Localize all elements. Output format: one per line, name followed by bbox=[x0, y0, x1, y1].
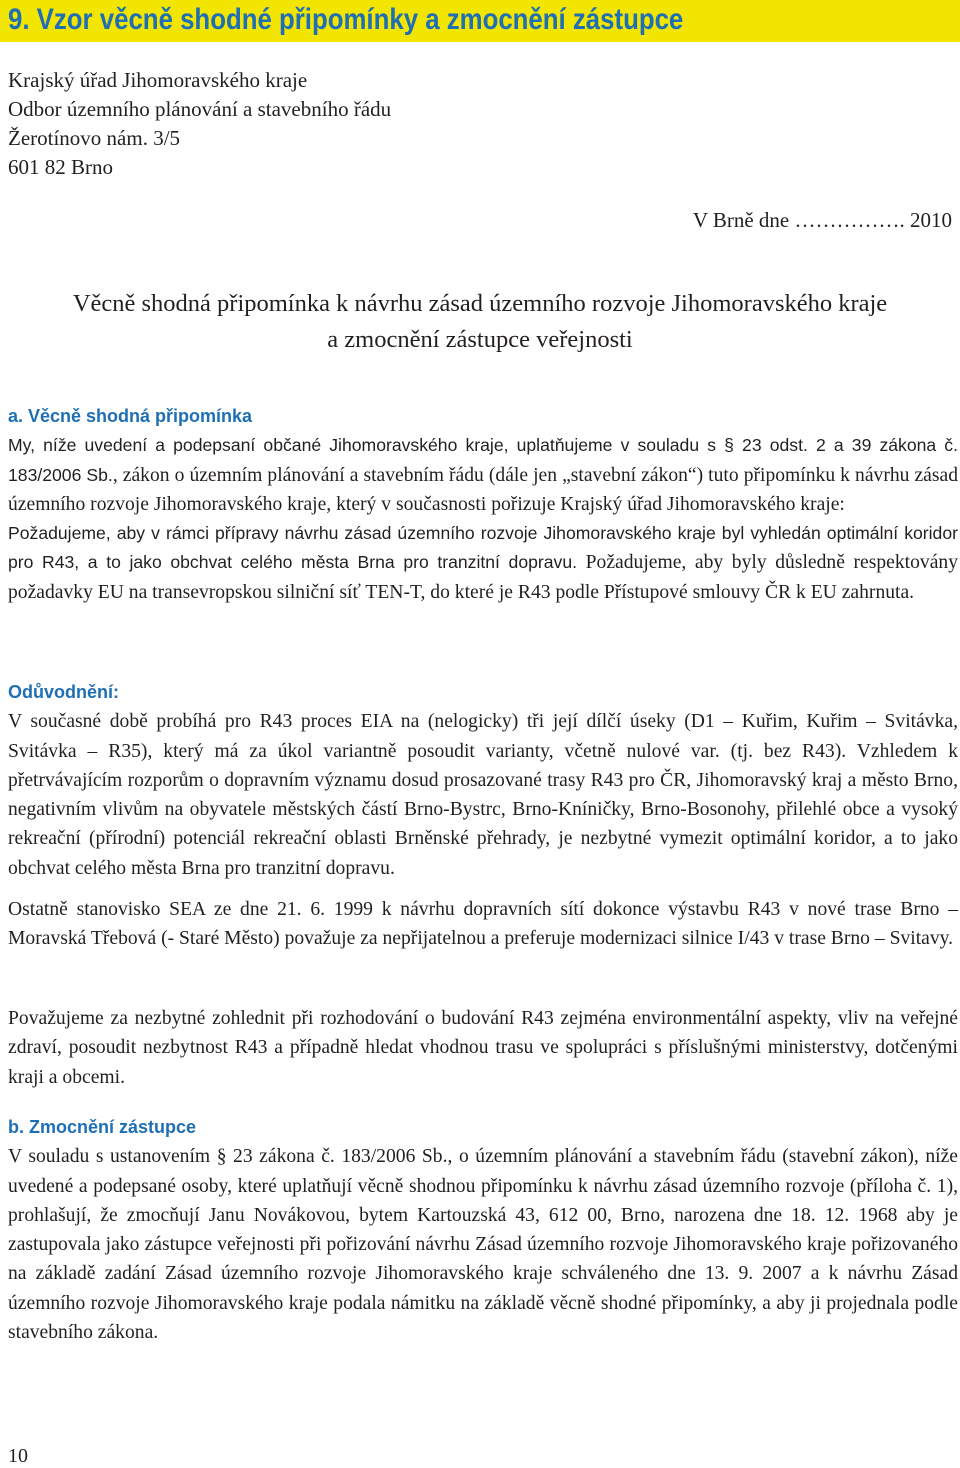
environment-section bbox=[8, 1004, 958, 1092]
chapter-heading-bar bbox=[0, 0, 960, 42]
justification-section bbox=[8, 678, 958, 883]
recipient-address bbox=[8, 66, 391, 182]
section-b-heading: b. Zmocnění zástupce bbox=[8, 1117, 197, 1137]
environment-paragraph: Považujeme za nezbytné zohlednit při rozhodování o budování R43 zejména environmentální aspekty, vliv na veřejné zdraví, posoudit nezbytnost R43 a případně hledat vhodnou trasu ve spolupráci s příslušnými ministerstvy, dotčenými kraji a obcemi. bbox=[8, 1008, 958, 1088]
sea-section bbox=[8, 895, 958, 954]
title-line-2: a zmocnění zástupce veřejnosti bbox=[327, 326, 633, 353]
section-a-heading: a. Věcně shodná připomínka bbox=[8, 406, 253, 426]
justification-heading: Odůvodnění: bbox=[8, 682, 119, 702]
section-a-lead: My, níže uvedení a podepsaní občané Jihomoravského kraje, uplatňujeme v souladu s § 23 odst. 2 a 39 zákona č. 183/2006 Sb. bbox=[8, 435, 958, 485]
section-a-text: , zákon o územním plánování a stavebním řádu (dále jen „stavební zákon“) tuto připomínku k návrhu zásad územního rozvoje Jihomoravského kraje, který v současnosti pořizuje Krajský úřad Jihomoravského kraje: bbox=[8, 464, 958, 515]
demand-lead: Požadujeme, aby v rámci přípravy návrhu zásad územního rozvoje Jihomoravského kraje byl vyhledán optimální koridor pro R43, a to jako obchvat celého města Brna pro tranzitní dopravu. bbox=[8, 523, 958, 573]
section-b-text: V souladu s ustanovením § 23 zákona č. 183/2006 Sb., o územním plánování a stavebním řádu (stavební zákon), níže uvedené a podepsané osoby, které uplatňují věcně shodnou připomínku k návrhu zásad územního rozvoje (příloha č. 1), prohlašují, že zmocňují Janu Novákovou, bytem Kartouzská 43, 612 00, Brno, narozena dne 18. 12. 1968 aby je zastupovala jako zástupce veřejnosti při pořizování návrhu Zásad územního rozvoje Jihomoravského kraje pořizovaného na základě zadání Zásad územního rozvoje Jihomoravského kraje schváleného dne 13. 9. 2007 a k návrhu Zásad územního rozvoje Jihomoravského kraje podala námitku na základě věcně shodné připomínky, a aby ji projednala podle stavebního zákona. bbox=[8, 1146, 958, 1344]
address-line: Odbor územního plánování a stavebního řádu bbox=[8, 97, 392, 121]
title-line-1: Věcně shodná připomínka k návrhu zásad územního rozvoje Jihomoravského kraje bbox=[72, 290, 888, 317]
address-line: Krajský úřad Jihomoravského kraje bbox=[8, 68, 308, 92]
document-title bbox=[0, 286, 960, 358]
section-a bbox=[8, 402, 958, 607]
sea-paragraph: Ostatně stanovisko SEA ze dne 21. 6. 1999 k návrhu dopravních sítí dokonce výstavbu R43 v nové trase Brno – Moravská Třebová (- Staré Město) považuje za nepřijatelnou a preferuje modernizaci silnice I/43 v trase Brno – Svitavy. bbox=[8, 899, 958, 950]
demand-paragraph bbox=[8, 519, 958, 607]
section-a-paragraph bbox=[8, 431, 958, 519]
address-line: 601 82 Brno bbox=[8, 155, 113, 179]
demand-text: Požadujeme, aby byly důsledně respektovány požadavky EU na transevropskou silniční síť TEN-T, do které je R43 podle Přístupové smlouvy ČR k EU zahrnuta. bbox=[8, 552, 958, 603]
chapter-heading: 9. Vzor věcně shodné připomínky a zmocnění zástupce bbox=[8, 3, 684, 36]
date-line: V Brně dne ……………. 2010 bbox=[692, 208, 952, 232]
justification-text: V současné době probíhá pro R43 proces EIA na (nelogicky) tři její dílčí úseky (D1 – Kuřim, Kuřim – Svitávka, Svitávka – R35), který má za úkol variantně posoudit varianty, včetně nulové var. (tj. bez R43). Vzhledem k přetrvávajícím rozporům o dopravním významu dosud prosazované trasy R43 pro ČR, Jihomoravský kraj a město Brno, negativním vlivům na obyvatele městských částí Brno-Bystrc, Brno-Kníničky, Brno-Bosonohy, přilehlé obce a vysoký rekreační (přírodní) potenciál rekreační oblasti Brněnské přehrady, je nezbytné vymezit optimální koridor, a to jako obchvat celého města Brna pro tranzitní dopravu. bbox=[8, 711, 958, 879]
address-line: Žerotínovo nám. 3/5 bbox=[8, 126, 181, 150]
page-number: 10 bbox=[8, 1445, 28, 1467]
section-b bbox=[8, 1113, 958, 1347]
